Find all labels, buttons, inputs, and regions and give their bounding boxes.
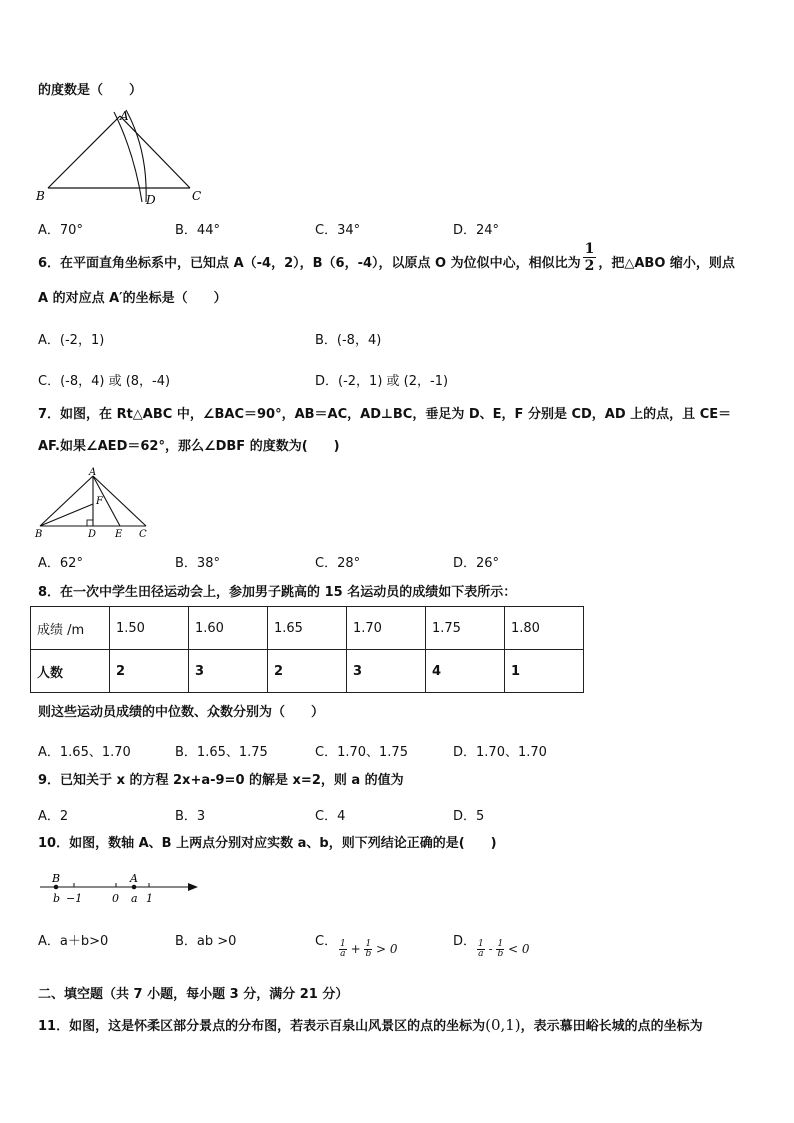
table-row [31,607,584,650]
q7-option-b[interactable]: B．38° [175,556,220,571]
section-2-heading: 二、填空题（共 7 小题，每小题 3 分，满分 21 分） [38,987,349,1002]
table-cell: 1.70 [347,607,426,650]
q9-option-a[interactable]: A．2 [38,809,69,824]
q9-option-b[interactable]: B．3 [175,809,206,824]
q7-label-E: E [115,529,123,540]
q10-label-a: a [131,892,138,905]
q7-stem-line1: 7．如图，在 Rt△ABC 中，∠BAC＝90°，AB＝AC，AD⊥BC，垂足为 D、E，F 分别是 CD，AD 上的点，且 CE＝ [38,407,732,422]
q7-label-D: D [88,529,97,540]
q8-question: 则这些运动员成绩的中位数、众数分别为（ ） [38,705,325,720]
q10-stem: 10．如图，数轴 A、B 上两点分别对应实数 a、b，则下列结论正确的是( ) [38,836,497,851]
q10-label-0: 0 [112,892,119,905]
q7-label-F: F [96,496,103,507]
q6-fraction-numerator: 1 [584,241,595,257]
q8-option-a[interactable]: A．1.65、1.70 [38,745,131,760]
q10-label-neg1: −1 [66,892,83,905]
table-cell: 1 [505,650,584,693]
q6-option-c[interactable]: C．(-8，4) 或 (8，-4) [38,374,171,389]
q10-option-d-expression: $\frac{1}{a}$ - $\frac{1}{b}$ < 0 [478,939,530,959]
q8-option-b[interactable]: B．1.65、1.75 [175,745,268,760]
q6-fraction-denominator: 2 [584,258,595,274]
table-cell: 3 [189,650,268,693]
q10-label-1: 1 [146,892,153,905]
q9-stem: 9．已知关于 x 的方程 2x+a-9=0 的解是 x=2，则 a 的值为 [38,773,404,788]
q6-stem-line1 [38,241,735,274]
q6-option-a[interactable]: A．(-2，1) [38,333,105,348]
table-header-count: 人数 [31,650,110,693]
q5-label-A: A [120,109,129,123]
table-cell: 2 [268,650,347,693]
table-cell: 1.65 [268,607,347,650]
q10-option-c-expression: $\frac{1}{a}$ + $\frac{1}{b}$ > 0 [340,939,398,959]
q5-option-d[interactable]: D．24° [453,223,500,238]
table-cell: 2 [110,650,189,693]
q6-fraction [583,241,597,274]
q11-stem-line1 [38,1017,703,1035]
q9-option-c[interactable]: C．4 [315,809,346,824]
table-cell: 4 [426,650,505,693]
q5-option-a[interactable]: A．70° [38,223,83,238]
q7-label-C: C [139,529,147,540]
q7-option-a[interactable]: A．62° [38,556,83,571]
q8-score-table [30,606,584,693]
q5-option-c[interactable]: C．34° [315,223,361,238]
q10-option-a[interactable]: A．a＋b>0 [38,934,109,949]
q5-label-B: B [36,189,45,203]
table-header-score: 成绩 /m [31,607,110,650]
q5-stem-tail: 的度数是（ ） [38,83,143,98]
q10-label-B: B [52,872,61,885]
q10-label-b: b [53,892,61,905]
q10-option-b[interactable]: B．ab >0 [175,934,237,949]
table-cell: 1.80 [505,607,584,650]
q10-number-line [32,868,202,908]
q8-stem: 8．在一次中学生田径运动会上，参加男子跳高的 15 名运动员的成绩如下表所示： [38,585,517,600]
q10-option-c[interactable] [315,930,398,959]
q8-option-d[interactable]: D．1.70、1.70 [453,745,547,760]
q8-option-c[interactable]: C．1.70、1.75 [315,745,408,760]
q10-option-d-letter: D． [453,934,477,949]
q11-coordinate: (0,1) [485,1016,521,1034]
table-cell: 3 [347,650,426,693]
q9-option-d[interactable]: D．5 [453,809,485,824]
q7-triangle-figure [32,464,162,542]
table-row [31,650,584,693]
q7-stem-line2: AF.如果∠AED＝62°，那么∠DBF 的度数为( ) [38,439,340,454]
table-cell: 1.75 [426,607,505,650]
q6-option-b[interactable]: B．(-8，4) [315,333,382,348]
q11-stem-part-b: ，表示慕田峪长城的点的坐标为 [520,1019,703,1034]
q5-label-D: D [146,193,156,206]
q10-option-d[interactable] [453,930,530,959]
q11-stem-part-a: 11．如图，这是怀柔区部分景点的分布图，若表示百泉山风景区的点的坐标为 [38,1019,486,1034]
q6-stem-line2: A 的对应点 A′的坐标是（ ） [38,291,227,306]
q10-label-A: A [130,872,138,885]
q7-option-d[interactable]: D．26° [453,556,500,571]
q5-option-b[interactable]: B．44° [175,223,220,238]
q10-option-c-letter: C． [315,934,338,949]
q6-stem-part-a: 6．在平面直角坐标系中，已知点 A（-4，2），B（6，-4），以原点 O 为位似中心，相似比为 [38,256,581,271]
q5-label-C: C [192,189,202,203]
q7-option-c[interactable]: C．28° [315,556,361,571]
q6-option-d[interactable]: D．(-2，1) 或 (2，-1) [315,374,449,389]
table-cell: 1.50 [110,607,189,650]
q7-label-B: B [35,529,43,540]
q7-label-A: A [89,467,97,478]
q5-triangle-figure [30,106,210,206]
q6-stem-part-b: ，把△ABO 缩小，则点 [598,256,735,271]
table-cell: 1.60 [189,607,268,650]
